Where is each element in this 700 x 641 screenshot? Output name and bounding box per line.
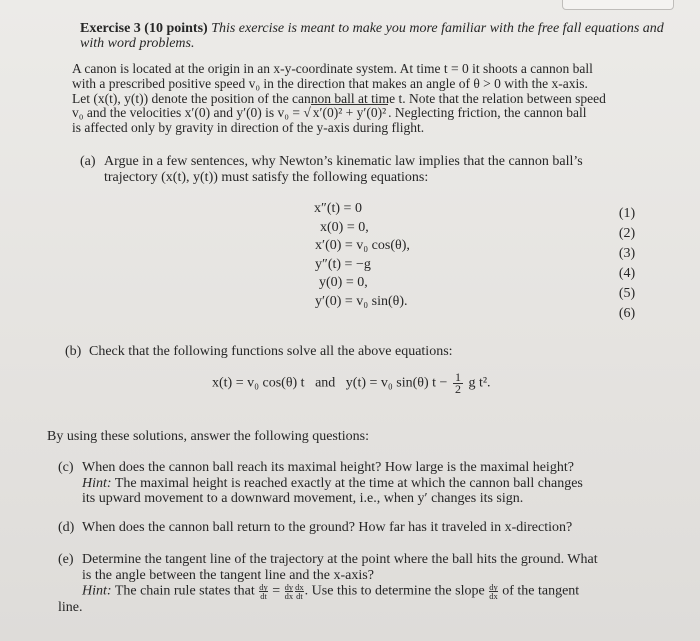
solution-y-tail: g t². <box>468 375 491 391</box>
exercise-title: Exercise 3 (10 points) <box>80 21 208 36</box>
exercise-description: This exercise is meant to make you more familiar with the free fall equations and with word problems. <box>80 21 664 51</box>
solution-formula <box>212 372 491 395</box>
exercise-intro <box>80 21 665 51</box>
question-label: (d) <box>58 520 75 535</box>
equation: y(0) = 0, <box>319 275 368 291</box>
fraction-dx-dt <box>295 583 304 600</box>
question-text: When does the cannon ball return to the ground? How far has it traveled in x-direction? <box>82 520 573 535</box>
solution-and: and <box>315 375 336 391</box>
question-text: Check that the following functions solve all the above equations: <box>89 344 453 359</box>
question-text: is the angle between the tangent line and the x-axis? <box>82 567 374 583</box>
hint-text: . Use this to determine the slope <box>304 583 485 599</box>
fraction-denominator: dx <box>489 591 498 601</box>
fraction-denominator: dx <box>284 591 294 601</box>
question-label: (a) <box>80 154 96 169</box>
hint-text: line. <box>58 600 83 615</box>
statement-line: Let (x(t), y(t)) denote the position of the cannon ball at time t. Note that the relation between speed <box>72 90 606 106</box>
equation: x′(0) = v₀ cos(θ), <box>315 238 410 254</box>
question-text: When does the cannon ball reach its maximal height? How large is the maximal height? <box>82 460 574 475</box>
sqrt-expression: x′(0)² + y′(0)² <box>312 105 387 121</box>
hint-text: of the tangent <box>502 583 580 599</box>
question-b <box>65 344 625 360</box>
equation: x(0) = 0, <box>320 219 369 235</box>
question-text: trajectory (x(t), y(t)) must satisfy the following equations: <box>104 169 429 185</box>
fraction-numerator: 1 <box>454 370 461 384</box>
question-text: Argue in a few sentences, why Newton’s kinematic law implies that the cannon ball’s <box>104 154 583 169</box>
equation-number: (4) <box>618 266 636 281</box>
equation-number: (3) <box>618 246 636 261</box>
fraction-denominator: dt <box>296 591 303 601</box>
question-a <box>80 154 640 185</box>
equation: y′(0) = v₀ sin(θ). <box>315 293 408 309</box>
statement-text: v₀ and the velocities x′(0) and y′(0) is v₀ = √ <box>72 105 311 121</box>
statement-line: with a prescribed positive speed v₀ in the direction that makes an angle of θ > 0 with the x-axis. <box>72 75 588 91</box>
statement-line: is affected only by gravity in direction of the y-axis during flight. <box>72 120 425 136</box>
fraction-numerator: dy <box>489 582 498 592</box>
equation: y″(t) = −g <box>315 256 371 272</box>
hint-text: The chain rule states that <box>114 583 255 599</box>
question-c <box>58 460 658 507</box>
statement-line: A canon is located at the origin in an x-y-coordinate system. At time t = 0 it shoots a cannon ball <box>72 61 593 76</box>
fraction-numerator: dx <box>295 582 304 592</box>
question-label: (c) <box>58 460 74 475</box>
equals-sign: = <box>272 583 281 599</box>
fraction-dy-dt <box>259 583 268 600</box>
equation-number: (2) <box>618 226 636 241</box>
statement-line <box>72 106 632 121</box>
hint-text: The maximal height is reached exactly at the time at which the cannon ball changes <box>114 475 583 491</box>
fraction-numerator: dy <box>259 582 268 592</box>
fraction-half <box>453 372 463 395</box>
instructions: By using these solutions, answer the following questions: <box>47 429 369 444</box>
fraction-denominator: dt <box>260 591 267 601</box>
equation-number: (1) <box>618 206 636 221</box>
equation: x″(t) = 0 <box>314 201 362 216</box>
solution-y: y(t) = v₀ sin(θ) t − <box>345 375 448 391</box>
equation-number: (5) <box>618 286 636 301</box>
hint-text: its upward movement to a downward movement, i.e., when y′ changes its sign. <box>82 491 524 506</box>
question-text: Determine the tangent line of the trajectory at the point where the ball hits the ground. What <box>82 552 598 567</box>
question-label: (b) <box>65 344 82 359</box>
question-label: (e) <box>58 552 74 567</box>
equation-list <box>312 200 492 312</box>
statement-text: . Neglecting friction, the cannon ball <box>388 105 587 121</box>
question-e <box>58 552 658 616</box>
equation-numbers <box>612 204 642 324</box>
hint-label: Hint: <box>82 475 112 491</box>
hint-label: Hint: <box>82 583 112 599</box>
question-d <box>58 520 658 536</box>
fraction-slope <box>489 583 498 600</box>
equation-number: (6) <box>618 306 636 321</box>
fraction-denominator: 2 <box>454 382 461 396</box>
solution-x: x(t) = v₀ cos(θ) t <box>212 375 305 391</box>
fraction-numerator: dy <box>284 582 294 592</box>
header-tab <box>562 0 674 10</box>
problem-statement <box>72 62 632 136</box>
fraction-dy-dx <box>285 583 294 600</box>
